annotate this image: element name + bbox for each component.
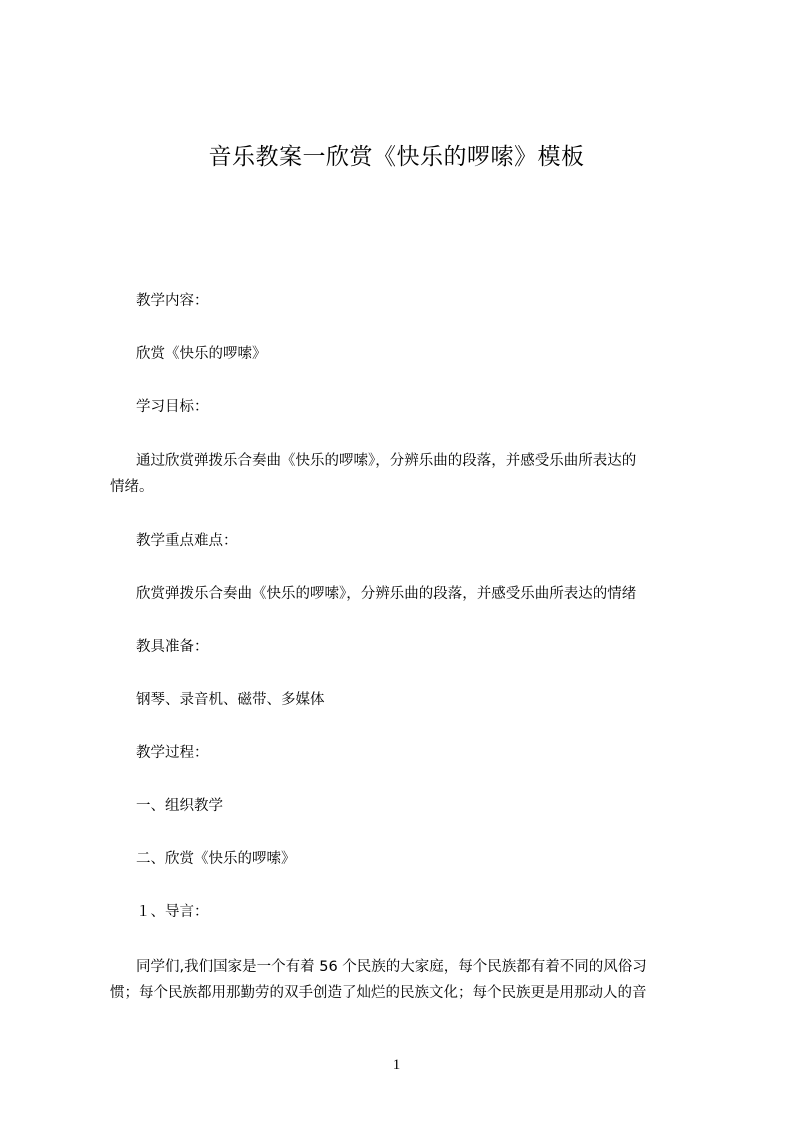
section-heading-learning-goals: 学习目标： [136,399,209,415]
document-title: 音乐教案一欣赏《快乐的啰嗦》模板 [208,144,585,170]
key-points-text: 欣赏弹拨乐合奏曲《快乐的啰嗦》，分辨乐曲的段落，并感受乐曲所表达的情绪 [136,586,637,602]
learning-goals-paragraph [110,448,701,500]
process-step-appreciate: 二、欣赏《快乐的啰嗦》 [136,851,296,867]
paragraph-line: 通过欣赏弹拨乐合奏曲《快乐的啰嗦》，分辨乐曲的段落，并感受乐曲所表达的 [136,453,637,469]
process-step-organize: 一、组织教学 [136,798,223,814]
section-heading-teaching-aids: 教具准备： [136,639,209,655]
teaching-aids-text: 钢琴、录音机、磁带、多媒体 [136,692,325,708]
teaching-content-text: 欣赏《快乐的啰嗦》 [136,346,267,362]
paragraph-line: 同学们,我们国家是一个有着 56 个民族的大家庭，每个民族都有着不同的风俗习 [136,959,647,975]
intro-paragraph [110,954,701,1006]
paragraph-line: 情绪。 [110,479,154,495]
page-number: 1 [392,1057,401,1073]
section-heading-key-points: 教学重点难点： [136,533,238,549]
paragraph-line: 惯；每个民族都用那勤劳的双手创造了灿烂的民族文化；每个民族更是用那动人的音 [110,985,647,1001]
section-heading-teaching-process: 教学过程： [136,745,209,761]
process-substep-intro: １、导言： [136,904,209,920]
section-heading-teaching-content: 教学内容： [136,293,209,309]
